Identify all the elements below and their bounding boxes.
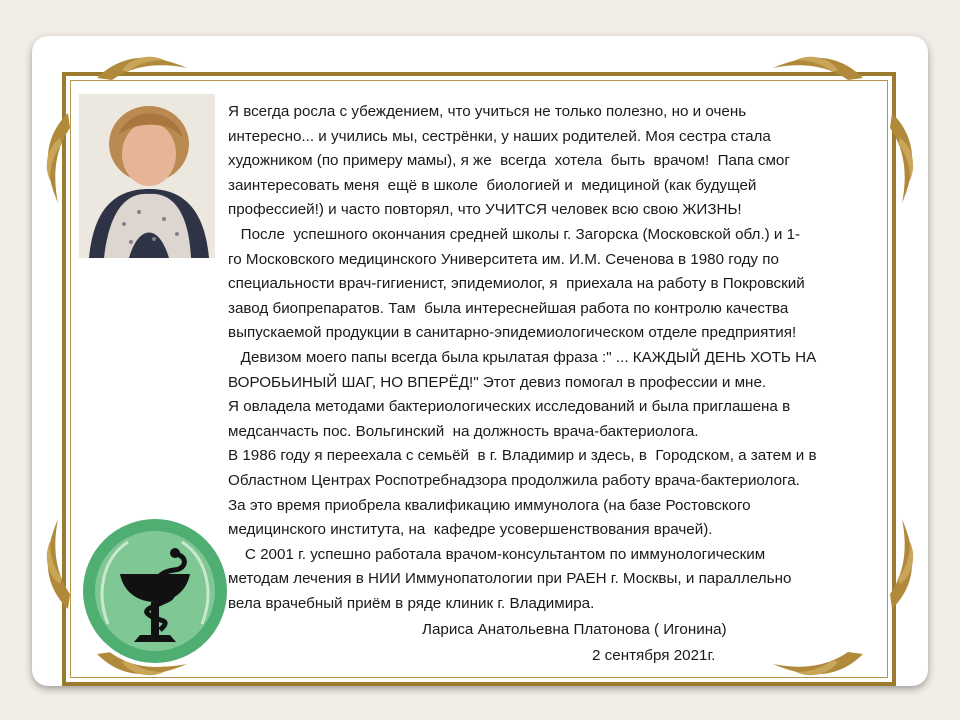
letter-line: В 1986 году я переехала с семьёй в г. Владимир и здесь, в Городском, а затем и в [228, 447, 817, 465]
letter-line: медицинского института, на кафедре усовершенствования врачей). [228, 521, 713, 539]
top-left-ornament-icon [92, 48, 192, 88]
letter-line: заинтересовать меня ещё в школе биологией и медициной (как будущей [228, 176, 757, 194]
signature-date: 2 сентября 2021г. [592, 647, 716, 664]
letter-line: За это время приобрела квалификацию иммунолога (на базе Ростовского [228, 496, 751, 514]
bottom-right-ornament-icon [768, 644, 868, 684]
letter-body [228, 100, 900, 616]
left-bottom-side-ornament-icon [38, 514, 78, 614]
signature-name: Лариса Анатольевна Платонова ( Игонина) [422, 621, 727, 638]
letter-line: ВОРОБЬИНЫЙ ШАГ, НО ВПЕРЁД!" Этот девиз помогал в профессии и мне. [228, 373, 767, 391]
letter-line: Я овладела методами бактериологических исследований и была приглашена в [228, 398, 791, 416]
letter-line: Я всегда росла с убеждением, что учиться не только полезно, но и очень [228, 103, 747, 120]
letter-line: Девизом моего папы всегда была крылатая фраза :" ... КАЖДЫЙ ДЕНЬ ХОТЬ НА [228, 348, 817, 366]
letter-line: Областном Центрах Роспотребнадзора продолжила работу врача-бактериолога. [228, 471, 800, 489]
author-portrait-photo [79, 94, 215, 258]
letter-line: завод биопрепаратов. Там была интереснейшая работа по контролю качества [228, 299, 789, 317]
letter-line: С 2001 г. успешно работала врачом-консультантом по иммунологическим [228, 545, 766, 563]
letter-line: методам лечения в НИИ Иммунопатологии при РАЕН г. Москвы, и параллельно [228, 570, 792, 588]
bowl-of-hygieia-icon [78, 514, 232, 668]
top-right-ornament-icon [768, 48, 868, 88]
letter-line: профессией!) и часто повторял, что УЧИТСЯ человек всю свою ЖИЗНЬ! [228, 201, 742, 219]
letter-line: выпускаемой продукции в санитарно-эпидемиологическом отделе предприятия! [228, 324, 797, 342]
letter-line: го Московского медицинского Университета им. И.М. Сеченова в 1980 году по [228, 250, 779, 268]
document-card [32, 36, 928, 686]
letter-line: специальности врач-гигиенист, эпидемиолог, я приехала на работу в Покровский [228, 275, 805, 293]
letter-line: После успешного окончания средней школы г. Загорска (Московской обл.) и 1- [228, 225, 801, 243]
letter-line: художником (по примеру мамы), я же всегда хотела быть врачом! Папа смог [228, 152, 790, 170]
letter-line: медсанчасть пос. Вольгинский на должность врача-бактериолога. [228, 422, 699, 440]
left-top-side-ornament-icon [38, 108, 78, 208]
letter-line: вела врачебный приём в ряде клиник г. Владимира. [228, 594, 595, 612]
letter-line: интересно... и учились мы, сестрёнки, у наших родителей. Моя сестра стала [228, 127, 771, 145]
